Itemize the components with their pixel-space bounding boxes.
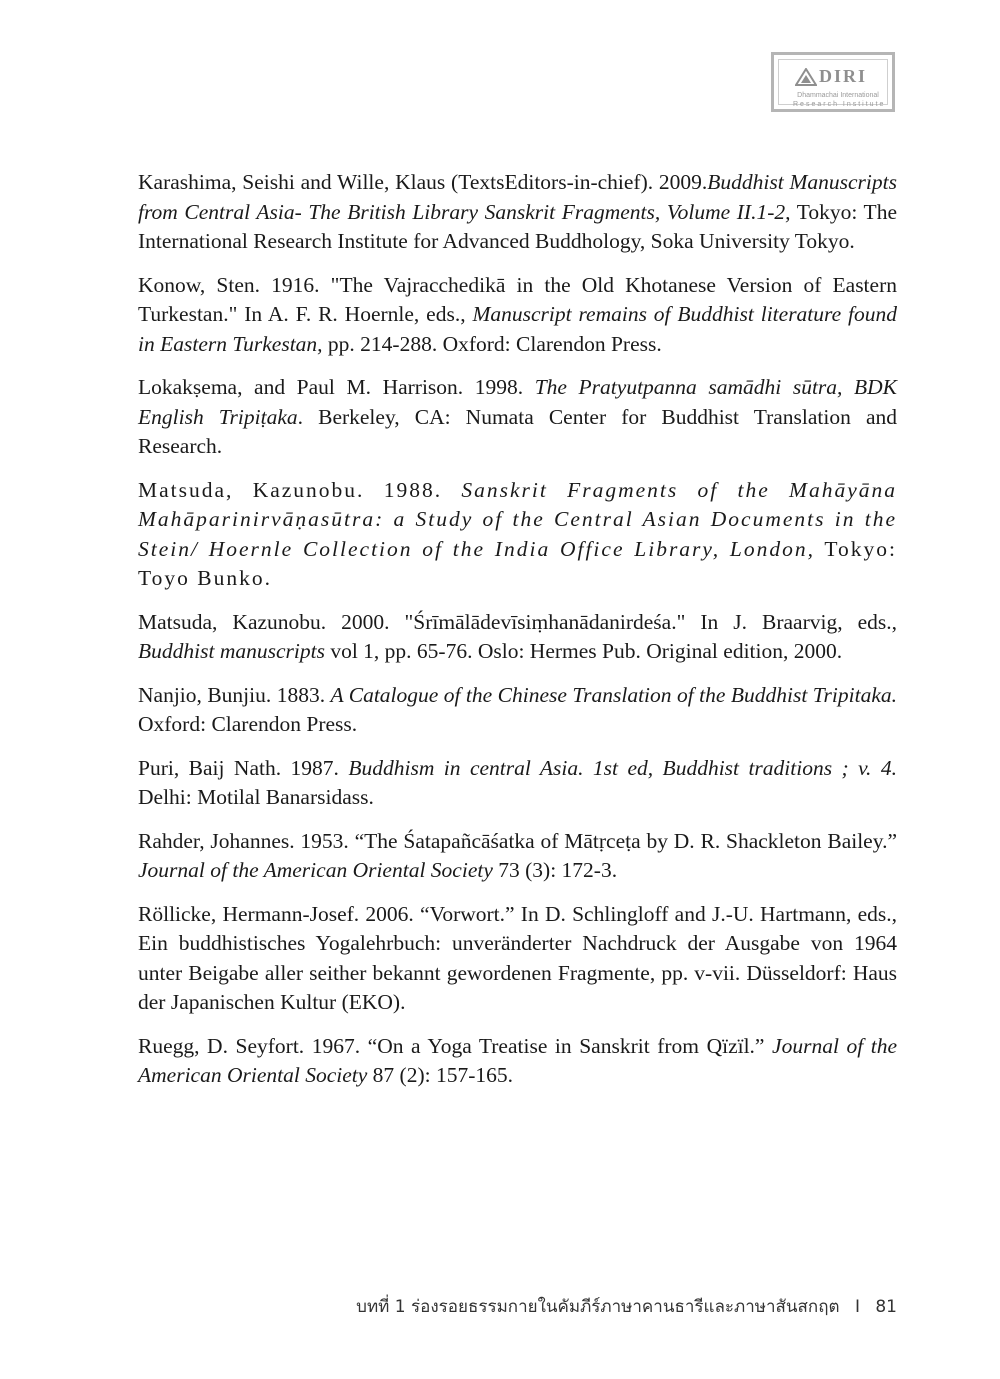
logo-name: DIRI	[819, 66, 868, 86]
chapter-title: บทที่ 1 ร่องรอยธรรมกายในคัมภีร์ภาษาคานธารีและภาษาสันสกฤต	[356, 1297, 840, 1317]
logo-subtitle-1: Dhammachai International	[797, 92, 879, 99]
reference-entry: Ruegg, D. Seyfort. 1967. “On a Yoga Treatise in Sanskrit from Qïzïl.” Journal of the American Oriental Society 87 (2): 157-165.	[138, 1033, 898, 1087]
diri-logo	[771, 52, 895, 112]
triangle-logo-icon	[795, 68, 817, 91]
footer-separator: I	[854, 1297, 860, 1317]
reference-entry: Nanjio, Bunjiu. 1883. A Catalogue of the Chinese Translation of the Buddhist Tripitaka. Oxford: Clarendon Press.	[138, 682, 897, 736]
logo-frame	[778, 59, 888, 108]
reference-entry: Puri, Baij Nath. 1987. Buddhism in central Asia. 1st ed, Buddhist traditions ; v. 4. Delhi: Motilal Banarsidass.	[138, 755, 897, 809]
reference-entry: Rahder, Johannes. 1953. “The Śatapañcāśatka of Mātṛceṭa by D. R. Shackleton Bailey.” Journal of the American Oriental Society 73 (3): 172-3.	[138, 828, 897, 882]
logo-subtitle-2: Research Institute	[793, 101, 886, 108]
page-footer	[300, 1293, 897, 1320]
reference-entry: Matsuda, Kazunobu. 2000. "Śrīmālādevīsiṃhanādanirdeśa." In J. Braarvig, eds., Buddhist manuscripts vol 1, pp. 65-76. Oslo: Hermes Pub. Original edition, 2000.	[138, 609, 897, 663]
reference-entry: Röllicke, Hermann-Josef. 2006. “Vorwort.” In D. Schlingloff and J.-U. Hartmann, eds., Ein buddhistisches Yogalehrbuch: unveränderter Nachdruck der Ausgabe von 1964 unter Beigabe aller seither bekannt gewordenen Fragmente, pp. v-vii. Düsseldorf: Haus der Japanischen Kultur (EKO).	[138, 901, 897, 1014]
page-number: 81	[875, 1297, 897, 1317]
reference-entry: Karashima, Seishi and Wille, Klaus (TextsEditors-in-chief). 2009.Buddhist Manuscripts from Central Asia- The British Library Sanskrit Fragments, Volume II.1-2, Tokyo: The International Research Institute for Advanced Buddhology, Soka University Tokyo.	[138, 170, 897, 253]
reference-list	[138, 168, 897, 1105]
reference-entry: Konow, Sten. 1916. "The Vajracchedikā in the Old Khotanese Version of Eastern Turkestan." In A. F. R. Hoernle, eds., Manuscript remains of Buddhist literature found in Eastern Turkestan, pp. 214-288. Oxford: Clarendon Press.	[138, 272, 897, 356]
reference-entry: Lokakṣema, and Paul M. Harrison. 1998. The Pratyutpanna samādhi sūtra, BDK English Tripiṭaka. Berkeley, CA: Numata Center for Buddhist Translation and Research.	[138, 375, 897, 458]
reference-entry: Matsuda, Kazunobu. 1988. Sanskrit Fragments of the Mahāyāna Mahāparinirvāṇasūtra: a Study of the Central Asian Documents in the Stein/ Hoernle Collection of the India Office Library, London, Tokyo: Toyo Bunko.	[138, 477, 897, 590]
